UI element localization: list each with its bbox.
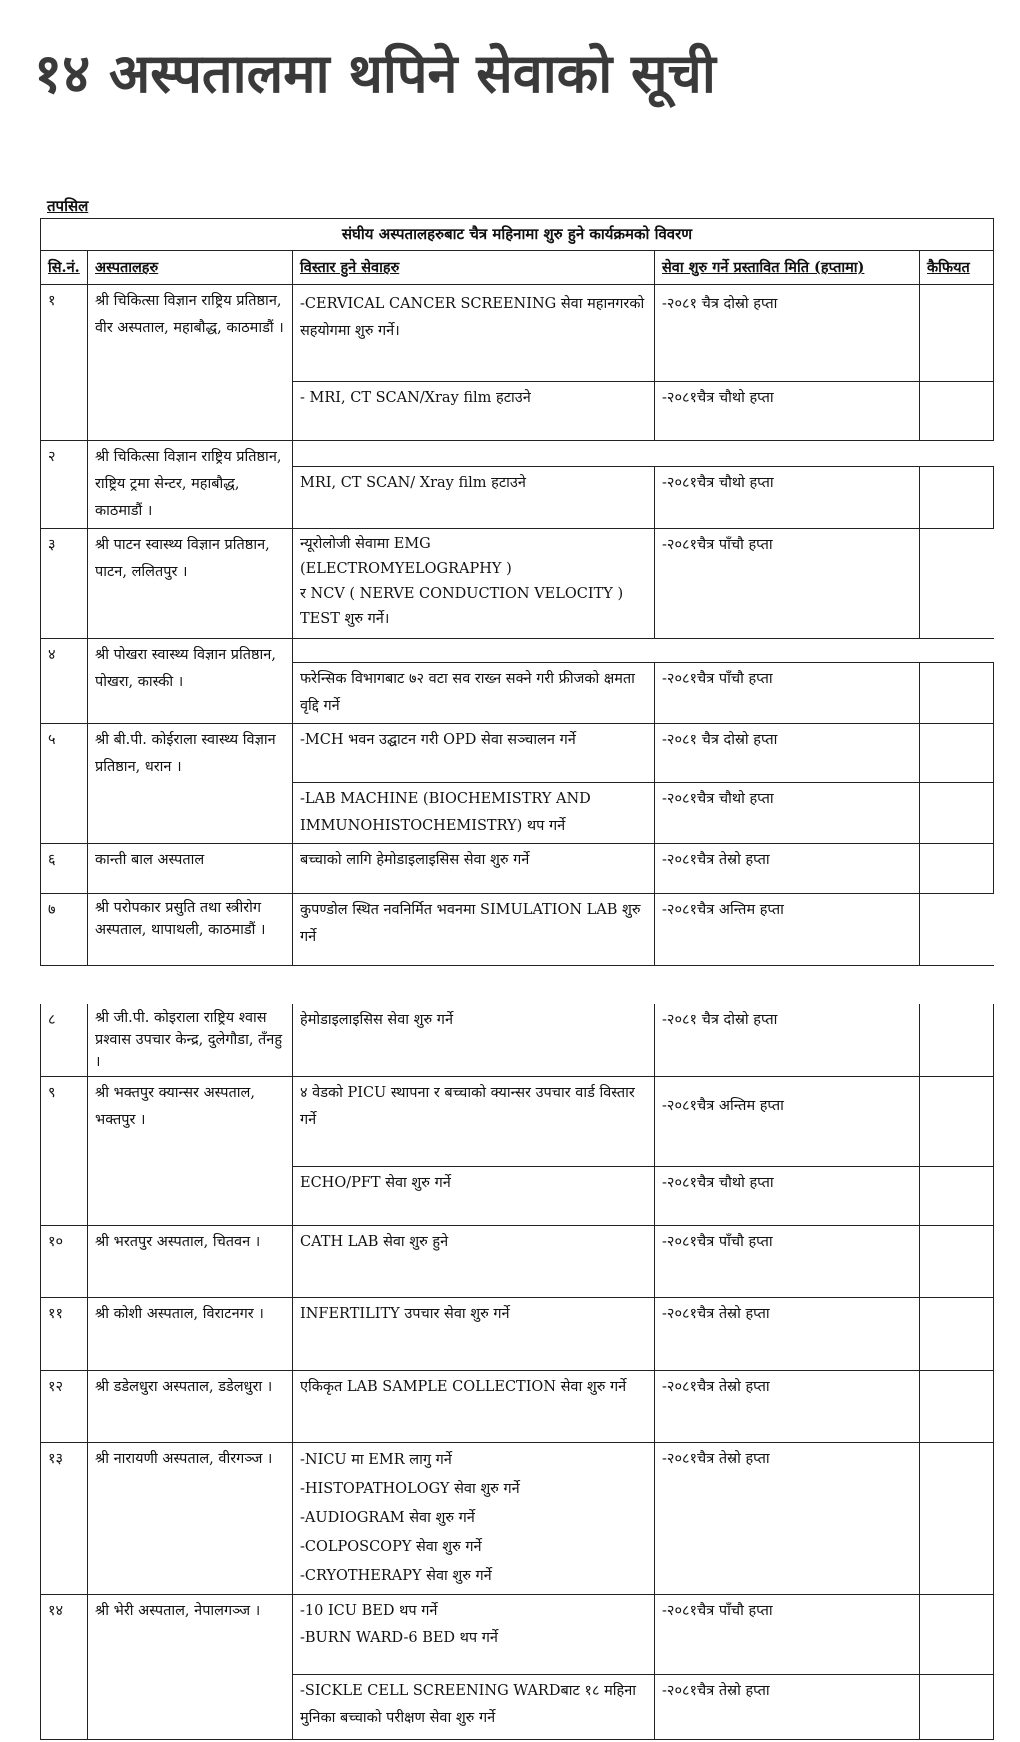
cell-date: -२०८१चैत्र चौथो हप्ता	[655, 466, 920, 528]
cell-service: फरेन्सिक विभागबाट ७२ वटा सव राख्न सक्ने गरी फ्रीजको क्षमता वृद्दि गर्ने	[293, 663, 655, 724]
cell-service	[293, 529, 655, 639]
cell-remarks	[920, 529, 994, 639]
cell-remarks	[920, 466, 994, 528]
cell-remarks	[920, 724, 994, 783]
cell-service	[293, 1443, 655, 1595]
table-row	[41, 529, 994, 639]
cell-service: INFERTILITY उपचार सेवा शुरु गर्ने	[293, 1298, 655, 1371]
cell-hospital: कान्ती बाल अस्पताल	[88, 844, 293, 894]
cell-date: -२०८१चैत्र चौथो हप्ता	[655, 1167, 920, 1226]
table-header-row	[41, 251, 994, 285]
cell-service: -LAB MACHINE (BIOCHEMISTRY AND IMMUNOHISTOCHEMISTRY) थप गर्ने	[293, 783, 655, 844]
cell-service: - MRI, CT SCAN/Xray film हटाउने	[293, 382, 655, 441]
cell-remarks	[920, 1595, 994, 1675]
table-row	[41, 1595, 994, 1675]
cell-hospital: श्री भेरी अस्पताल, नेपालगञ्ज ।	[88, 1595, 293, 1740]
cell-hospital: श्री कोशी अस्पताल, विराटनगर ।	[88, 1298, 293, 1371]
table-row	[41, 724, 994, 783]
cell-remarks	[920, 1675, 994, 1740]
cell-date: -२०८१चैत्र चौथो हप्ता	[655, 382, 920, 441]
cell-date: -२०८१ चैत्र दोस्रो हप्ता	[655, 1004, 920, 1077]
cell-date: -२०८१चैत्र अन्तिम हप्ता	[655, 894, 920, 966]
cell-date: -२०८१ चैत्र दोस्रो हप्ता	[655, 724, 920, 783]
cell-service: ४ वेडको PICU स्थापना र बच्चाको क्यान्सर उपचार वार्ड विस्तार गर्ने	[293, 1077, 655, 1167]
cell-service: -MCH भवन उद्घाटन गरी OPD सेवा सञ्चालन गर्ने	[293, 724, 655, 783]
cell-service: एकिकृत LAB SAMPLE COLLECTION सेवा शुरु गर्ने	[293, 1371, 655, 1443]
cell-hospital: श्री भरतपुर अस्पताल, चितवन ।	[88, 1226, 293, 1298]
cell-remarks	[920, 844, 994, 894]
cell-service: -SICKLE CELL SCREENING WARDबाट १८ महिना मुनिका बच्चाको परीक्षण सेवा शुरु गर्ने	[293, 1675, 655, 1740]
cell-date: -२०८१चैत्र पाँचौ हप्ता	[655, 529, 920, 639]
cell-date: -२०८१चैत्र पाँचौ हप्ता	[655, 1226, 920, 1298]
cell-remarks	[920, 1298, 994, 1371]
table-row	[41, 894, 994, 966]
cell-date: -२०८१चैत्र पाँचौ हप्ता	[655, 1595, 920, 1675]
service-line: -HISTOPATHOLOGY सेवा शुरु गर्ने	[300, 1481, 520, 1497]
cell-hospital: श्री परोपकार प्रसुति तथा स्त्रीरोग अस्पताल, थापाथली, काठमाडौं ।	[88, 894, 293, 966]
service-line: -COLPOSCOPY सेवा शुरु गर्ने	[300, 1539, 482, 1555]
cell-service: -CERVICAL CANCER SCREENING सेवा महानगरको सहयोगमा शुरु गर्ने।	[293, 285, 655, 382]
page-headline: १४ अस्पतालमा थपिने सेवाको सूची	[34, 42, 716, 105]
cell-hospital: श्री पोखरा स्वास्थ्य विज्ञान प्रतिष्ठान, पोखरा, कास्की ।	[88, 639, 293, 724]
cell-remarks	[920, 1004, 994, 1077]
table-row	[41, 639, 994, 663]
cell-sn: १३	[41, 1443, 88, 1595]
tapasil-label: तपसिल	[47, 197, 89, 215]
cell-remarks	[920, 285, 994, 382]
service-line: -10 ICU BED थप गर्ने	[300, 1603, 438, 1619]
cell-remarks	[920, 663, 994, 724]
cell-hospital: श्री पाटन स्वास्थ्य विज्ञान प्रतिष्ठान, पाटन, ललितपुर ।	[88, 529, 293, 639]
services-table-part-2	[40, 1004, 994, 1740]
cell-sn: ३	[41, 529, 88, 639]
header-services: विस्तार हुने सेवाहरु	[293, 251, 655, 285]
cell-sn: ८	[41, 1004, 88, 1077]
cell-date: -२०८१चैत्र चौथो हप्ता	[655, 783, 920, 844]
cell-sn: ११	[41, 1298, 88, 1371]
service-line: -CRYOTHERAPY सेवा शुरु गर्ने	[300, 1568, 492, 1584]
cell-remarks	[920, 1077, 994, 1167]
service-line: -NICU मा EMR लागु गर्ने	[300, 1452, 452, 1468]
cell-date: -२०८१चैत्र तेस्रो हप्ता	[655, 1371, 920, 1443]
cell-sn: ६	[41, 844, 88, 894]
cell-remarks	[920, 1167, 994, 1226]
cell-service: MRI, CT SCAN/ Xray film हटाउने	[293, 466, 655, 528]
header-sn: सि.नं.	[41, 251, 88, 285]
cell-service: कुपण्डोल स्थित नवनिर्मित भवनमा SIMULATION LAB शुरु गर्ने	[293, 894, 655, 966]
table-row	[41, 441, 994, 467]
header-hospital: अस्पतालहरु	[88, 251, 293, 285]
table-row	[41, 1077, 994, 1167]
cell-remarks	[920, 1443, 994, 1595]
cell-remarks	[920, 1371, 994, 1443]
cell-sn: १२	[41, 1371, 88, 1443]
cell-date: -२०८१चैत्र तेस्रो हप्ता	[655, 1443, 920, 1595]
service-line: TEST शुरु गर्ने।	[300, 611, 390, 627]
cell-service: बच्चाको लागि हेमोडाइलाइसिस सेवा शुरु गर्ने	[293, 844, 655, 894]
cell-date: -२०८१चैत्र तेस्रो हप्ता	[655, 1298, 920, 1371]
cell-remarks	[920, 894, 994, 966]
table-row	[41, 1443, 994, 1595]
cell-hospital: श्री जी.पी. कोइराला राष्ट्रिय श्वास प्रश्वास उपचार केन्द्र, दुलेगौडा, तँनहु ।	[88, 1004, 293, 1077]
table-row	[41, 1226, 994, 1298]
cell-service: ECHO/PFT सेवा शुरु गर्ने	[293, 1167, 655, 1226]
table-row	[41, 1371, 994, 1443]
cell-remarks	[920, 1226, 994, 1298]
service-line: -BURN WARD-6 BED थप गर्ने	[300, 1630, 498, 1646]
cell-hospital: श्री डडेलधुरा अस्पताल, डडेलधुरा ।	[88, 1371, 293, 1443]
cell-sn: १	[41, 285, 88, 441]
services-table-part-1	[40, 218, 994, 966]
table-title-row	[41, 219, 994, 251]
service-line: (ELECTROMYELOGRAPHY )	[300, 561, 512, 577]
service-line: -AUDIOGRAM सेवा शुरु गर्ने	[300, 1510, 475, 1526]
cell-hospital: श्री नारायणी अस्पताल, वीरगञ्ज ।	[88, 1443, 293, 1595]
table-title: संघीय अस्पतालहरुबाट चैत्र महिनामा शुरु हुने कार्यक्रमको विवरण	[41, 219, 994, 251]
cell-hospital: श्री चिकित्सा विज्ञान राष्ट्रिय प्रतिष्ठान, राष्ट्रिय ट्रमा सेन्टर, महाबौद्ध, काठमाडौं ।	[88, 441, 293, 529]
header-remarks: कैफियत	[920, 251, 994, 285]
table-row	[41, 1298, 994, 1371]
table-row	[41, 285, 994, 382]
cell-service	[293, 1595, 655, 1675]
cell-date: -२०८१चैत्र अन्तिम हप्ता	[655, 1077, 920, 1167]
cell-sn: ५	[41, 724, 88, 844]
cell-sn: ९	[41, 1077, 88, 1226]
cell-sn: ४	[41, 639, 88, 724]
cell-sn: १४	[41, 1595, 88, 1740]
cell-sn: १०	[41, 1226, 88, 1298]
cell-hospital: श्री बी.पी. कोईराला स्वास्थ्य विज्ञान प्रतिष्ठान, धरान ।	[88, 724, 293, 844]
table-row	[41, 1004, 994, 1077]
table-row	[41, 844, 994, 894]
cell-hospital: श्री चिकित्सा विज्ञान राष्ट्रिय प्रतिष्ठान, वीर अस्पताल, महाबौद्ध, काठमाडौं ।	[88, 285, 293, 441]
cell-service: CATH LAB सेवा शुरु हुने	[293, 1226, 655, 1298]
service-line: र NCV ( NERVE CONDUCTION VELOCITY )	[300, 586, 624, 602]
cell-date: -२०८१ चैत्र दोस्रो हप्ता	[655, 285, 920, 382]
cell-date: -२०८१चैत्र तेस्रो हप्ता	[655, 844, 920, 894]
cell-service: हेमोडाइलाइसिस सेवा शुरु गर्ने	[293, 1004, 655, 1077]
service-line: न्यूरोलोजी सेवामा EMG	[300, 536, 431, 552]
cell-remarks	[920, 382, 994, 441]
cell-remarks	[920, 783, 994, 844]
cell-empty-span	[293, 441, 994, 467]
cell-empty-span	[293, 639, 994, 663]
cell-sn: ७	[41, 894, 88, 966]
cell-sn: २	[41, 441, 88, 529]
header-date: सेवा शुरु गर्ने प्रस्तावित मिति (हप्तामा)	[655, 251, 920, 285]
cell-date: -२०८१चैत्र पाँचौ हप्ता	[655, 663, 920, 724]
cell-date: -२०८१चैत्र तेस्रो हप्ता	[655, 1675, 920, 1740]
cell-hospital: श्री भक्तपुर क्यान्सर अस्पताल, भक्तपुर ।	[88, 1077, 293, 1226]
